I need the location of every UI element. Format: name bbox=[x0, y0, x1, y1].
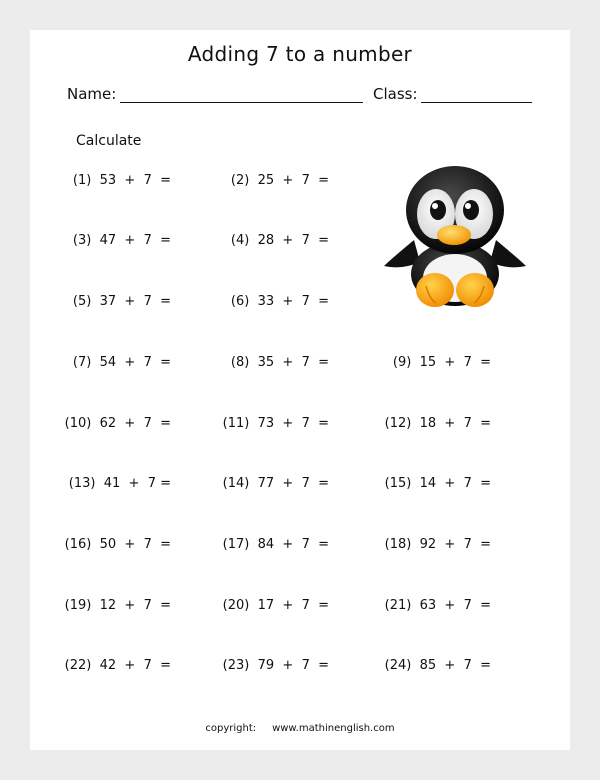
class-field[interactable] bbox=[421, 102, 532, 103]
problem-3: (3) 47 + 7 = bbox=[72, 233, 171, 248]
problem-18: (18) 92 + 7 = bbox=[384, 537, 491, 552]
name-label: Name: bbox=[67, 85, 117, 103]
name-field[interactable] bbox=[120, 102, 363, 103]
problem-19: (19) 12 + 7 = bbox=[64, 598, 171, 613]
class-label: Class: bbox=[373, 85, 418, 103]
problem-16: (16) 50 + 7 = bbox=[64, 537, 171, 552]
problem-7: (7) 54 + 7 = bbox=[72, 355, 171, 370]
problem-6: (6) 33 + 7 = bbox=[230, 294, 329, 309]
problem-11: (11) 73 + 7 = bbox=[222, 416, 329, 431]
problem-8: (8) 35 + 7 = bbox=[230, 355, 329, 370]
problem-1: (1) 53 + 7 = bbox=[72, 173, 171, 188]
penguin-icon bbox=[380, 162, 530, 310]
problem-2: (2) 25 + 7 = bbox=[230, 173, 329, 188]
instruction-text: Calculate bbox=[76, 133, 142, 149]
problem-17: (17) 84 + 7 = bbox=[222, 537, 329, 552]
footer bbox=[30, 723, 570, 734]
problem-4: (4) 28 + 7 = bbox=[230, 233, 329, 248]
problem-10: (10) 62 + 7 = bbox=[64, 416, 171, 431]
problem-23: (23) 79 + 7 = bbox=[222, 658, 329, 673]
page-title: Adding 7 to a number bbox=[187, 42, 413, 66]
problem-15: (15) 14 + 7 = bbox=[384, 476, 491, 491]
problem-13: (13) 41 + 7 = bbox=[68, 476, 171, 491]
problem-14: (14) 77 + 7 = bbox=[222, 476, 329, 491]
website-link[interactable]: www.mathinenglish.com bbox=[272, 723, 395, 734]
problem-22: (22) 42 + 7 = bbox=[64, 658, 171, 673]
copyright-label: copyright: bbox=[205, 723, 257, 734]
problem-21: (21) 63 + 7 = bbox=[384, 598, 491, 613]
worksheet-page bbox=[30, 30, 570, 750]
problem-24: (24) 85 + 7 = bbox=[384, 658, 491, 673]
problem-12: (12) 18 + 7 = bbox=[384, 416, 491, 431]
problem-20: (20) 17 + 7 = bbox=[222, 598, 329, 613]
problem-9: (9) 15 + 7 = bbox=[392, 355, 491, 370]
problem-5: (5) 37 + 7 = bbox=[72, 294, 171, 309]
